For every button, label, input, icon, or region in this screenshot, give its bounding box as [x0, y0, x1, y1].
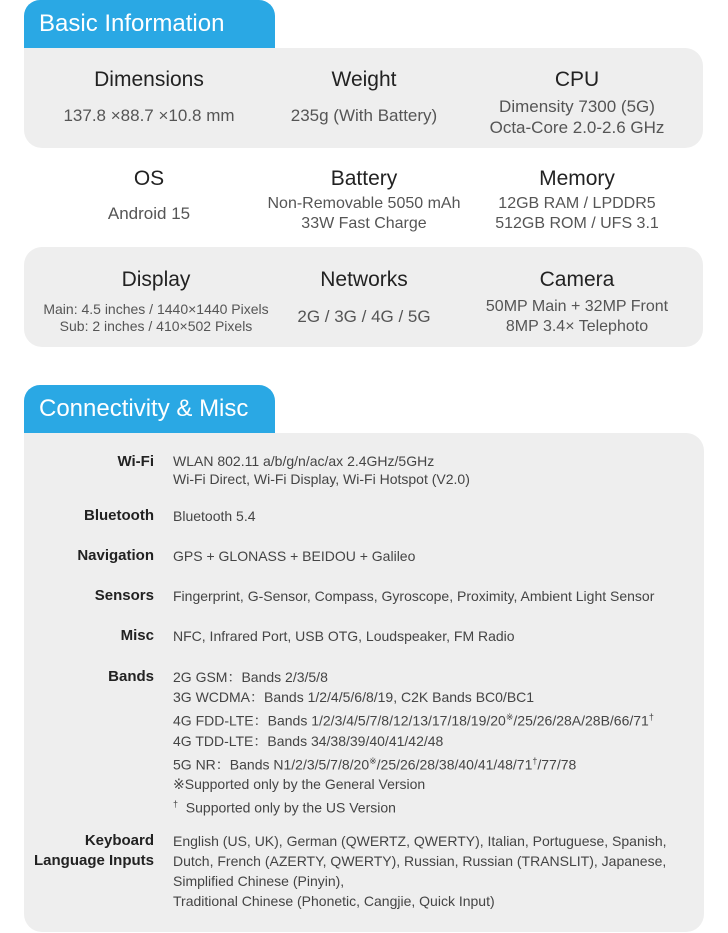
spec-value: 12GB RAM / LPDDR5 — [498, 195, 656, 212]
spec-cpu — [464, 67, 690, 138]
spec-camera — [464, 267, 690, 337]
value-line: Wi-Fi Direct, Wi-Fi Display, Wi-Fi Hotspot (V2.0) — [173, 471, 470, 487]
section-tab-connectivity — [24, 385, 275, 433]
value-line: 3G WCDMA：Bands 1/2/4/5/6/8/19, C2K Bands BC0/BC1 — [173, 689, 535, 705]
note-general: ※Supported only by the General Version — [173, 776, 426, 793]
spec-dimensions — [36, 67, 262, 126]
section-tab-basic-information — [24, 0, 275, 48]
value-line: English (US, UK), German (QWERTZ, QWERTY), Italian, Portuguese, Spanish, — [173, 833, 667, 849]
spec-value: 137.8 ×88.7 ×10.8 mm — [63, 106, 235, 125]
spec-value: 2G / 3G / 4G / 5G — [297, 307, 431, 326]
value-line: Fingerprint, G-Sensor, Compass, Gyroscope, Proximity, Ambient Light Sensor — [173, 588, 655, 604]
spec-value: 8MP 3.4× Telephoto — [505, 318, 649, 335]
value-line-fdd: 4G FDD-LTE：Bands 1/2/3/4/5/7/8/12/13/17/18/19/20※/25/26/28A/28B/66/71† — [173, 712, 654, 729]
spec-value: Android 15 — [107, 204, 191, 223]
row-value — [173, 831, 693, 911]
connectivity-panel — [24, 433, 704, 932]
spec-title: Networks — [320, 268, 408, 291]
spec-value: 33W Fast Charge — [301, 215, 427, 232]
spec-value: Main: 4.5 inches / 1440×1440 Pixels — [43, 301, 269, 317]
value-line: Traditional Chinese (Phonetic, Cangjie, Quick Input) — [173, 893, 495, 909]
section-title: Basic Information — [39, 10, 225, 37]
row-value — [173, 506, 693, 526]
spec-value: 235g (With Battery) — [290, 106, 438, 125]
row-label: Bluetooth — [84, 507, 154, 524]
spec-title: Camera — [539, 268, 615, 291]
row-label: Bands — [108, 668, 154, 685]
row-label: Wi-Fi — [117, 453, 154, 470]
spec-memory — [464, 166, 690, 234]
row-label: Misc — [120, 627, 154, 644]
row-value — [173, 546, 693, 566]
spec-value: Non-Removable 5050 mAh — [267, 195, 461, 212]
spec-value: 50MP Main + 32MP Front — [485, 298, 669, 315]
spec-value: Sub: 2 inches / 410×502 Pixels — [59, 318, 253, 334]
spec-networks — [251, 267, 477, 327]
spec-title: Display — [121, 268, 191, 291]
label-line: Keyboard — [84, 832, 154, 849]
row-label — [24, 831, 154, 871]
spec-title: Weight — [331, 68, 397, 91]
value-line-nr: 5G NR：Bands N1/2/3/5/7/8/20※/25/26/28/38/40/41/48/71†/77/78 — [173, 755, 577, 773]
spec-title: Dimensions — [94, 68, 204, 91]
row-value — [173, 667, 693, 818]
value-line: NFC, Infrared Port, USB OTG, Loudspeaker, FM Radio — [173, 628, 515, 644]
value-line: 4G TDD-LTE：Bands 34/38/39/40/41/42/48 — [173, 732, 444, 749]
row-label: Sensors — [94, 587, 154, 604]
value-line: WLAN 802.11 a/b/g/n/ac/ax 2.4GHz/5GHz — [173, 453, 435, 469]
spec-title: CPU — [554, 68, 600, 91]
spec-value: Dimensity 7300 (5G) — [499, 97, 655, 116]
spec-display — [36, 267, 276, 335]
row-value — [173, 586, 693, 606]
spec-title: OS — [133, 167, 165, 190]
spec-battery — [251, 166, 477, 234]
value-line: Simplified Chinese (Pinyin), — [173, 873, 345, 889]
spec-weight — [251, 67, 477, 126]
row-label: Navigation — [77, 547, 154, 564]
section-title: Connectivity & Misc — [39, 395, 249, 422]
spec-value: 512GB ROM / UFS 3.1 — [495, 215, 659, 232]
spec-title: Memory — [539, 167, 615, 190]
row-value — [173, 452, 693, 488]
label-line: Language Inputs — [34, 852, 154, 869]
note-us: † Supported only by the US Version — [173, 799, 396, 816]
value-line: Dutch, French (AZERTY, QWERTY), Russian, Russian (TRANSLIT), Japanese, — [173, 853, 667, 869]
spec-os — [36, 166, 262, 224]
row-value — [173, 626, 693, 646]
spec-value: Octa-Core 2.0-2.6 GHz — [489, 118, 665, 137]
value-line: GPS + GLONASS + BEIDOU + Galileo — [173, 548, 416, 564]
spec-title: Battery — [330, 167, 398, 190]
value-line: 2G GSM：Bands 2/3/5/8 — [173, 669, 328, 685]
value-line: Bluetooth 5.4 — [173, 508, 256, 524]
